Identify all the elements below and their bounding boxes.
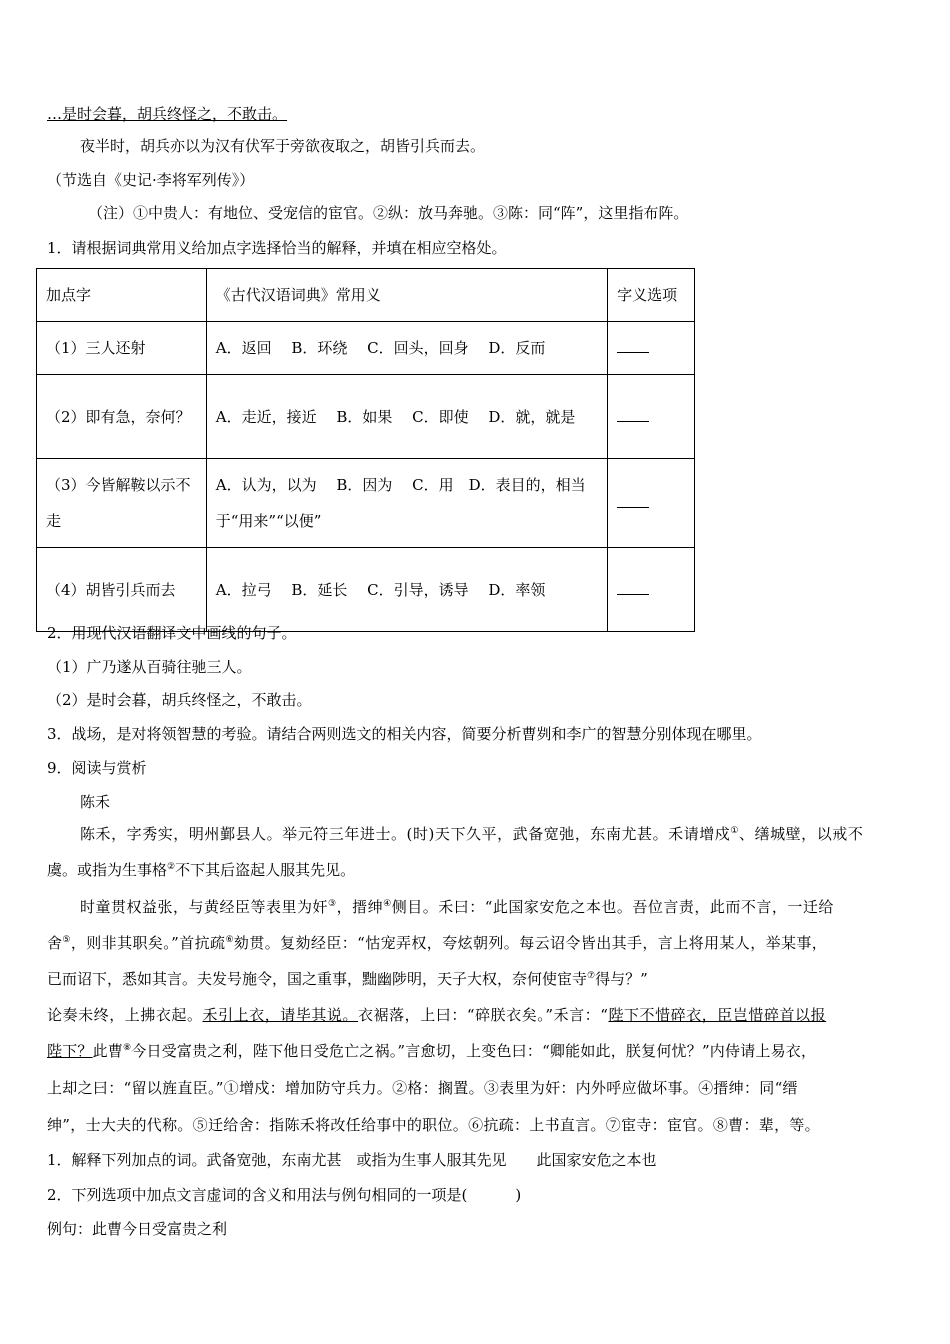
passage-line: 舍⑤，则非其职矣。”首抗疏⑥劾贯。复劾经臣：“怙宠弄权，夸炫朝列。每云诏令皆出其手，言上将用某人，举某事，: [47, 934, 828, 952]
options-cell: A．拉弓 B．延长 C．引导，诱导 D．率领: [206, 548, 607, 632]
options-cell: A．认为，以为 B．因为 C．用 D．表目的，相当于“用来”“以便”: [206, 459, 607, 548]
question-3-prompt: 3．战场，是对将领智慧的考验。请结合两则选文的相关内容，简要分析曹刿和李广的智慧分别体现在哪里。: [47, 725, 762, 743]
options-cell: A．走近，接近 B．如果 C．即使 D．就，就是: [206, 375, 607, 459]
question-9-2-prompt: 2．下列选项中加点文言虚词的含义和用法与例句相同的一项是( ): [47, 1186, 522, 1204]
underlined-sentence: 陛下？: [47, 1042, 93, 1060]
answer-blank[interactable]: [608, 548, 695, 632]
notes: （注）①中贵人：有地位、受宠信的宦官。②纵：放马奔驰。③陈：同“阵”，这里指布阵。: [88, 204, 689, 222]
question-2-prompt: 2．用现代汉语翻译文中画线的句子。: [47, 624, 297, 642]
question-9-1-prompt: 1．解释下列加点的词。武备宽弛，东南尤甚 或指为生事人服其先见 此国家安危之本也: [47, 1151, 657, 1169]
options-cell: A．返回 B．环绕 C．回头，回身 D．反而: [206, 322, 607, 375]
underlined-sentence: …是时会暮，胡兵终怪之，不敢击。: [47, 105, 288, 123]
word-cell: （4）胡皆引兵而去: [37, 548, 207, 632]
source-citation: （节选自《史记·李将军列传》）: [47, 171, 255, 189]
section-heading: 9．阅读与赏析: [47, 759, 147, 777]
word-cell: （1）三人还射: [37, 322, 207, 375]
word-cell: （3）今皆解鞍以示不走: [37, 459, 207, 548]
question-1-prompt: 1．请根据词典常用义给加点字选择恰当的解释，并填在相应空格处。: [47, 239, 507, 257]
example-sentence: 例句：此曹今日受富贵之利: [47, 1220, 228, 1238]
word-cell: （2）即有急，奈何？: [37, 375, 207, 459]
passage-line: 夜半时，胡兵亦以为汉有伏军于旁欲夜取之，胡皆引兵而去。: [80, 137, 486, 155]
table-row: [37, 322, 695, 375]
table-row: [37, 548, 695, 632]
table-row: [37, 459, 695, 548]
passage-line: 陈禾，字秀实，明州鄞县人。举元符三年进士。(时)天下久平，武备宽弛，东南尤甚。禾请增戍①、缮城壁，以戒不: [80, 825, 864, 843]
passage-line: 时童贯权益张，与黄经臣等表里为奸③，搢绅④侧目。禾曰：“此国家安危之本也。吾位言责，此而不言，一迁给: [80, 898, 834, 916]
passage-line: 虞。或指为生事格②不下其后盗起人服其先见。: [47, 861, 356, 879]
table-row: [37, 375, 695, 459]
passage-line: [47, 104, 287, 124]
answer-blank[interactable]: [608, 375, 695, 459]
answer-blank[interactable]: [608, 459, 695, 548]
answer-blank[interactable]: [608, 322, 695, 375]
passage-line: 绅”，士大夫的代称。⑤迁给舍：指陈禾将改任给事中的职位。⑥抗疏：上书直言。⑦宦寺：宦官。⑧曹：辈，等。: [47, 1116, 820, 1134]
header-cell: 字义选项: [608, 269, 695, 322]
header-cell: 《古代汉语词典》常用义: [206, 269, 607, 322]
passage-line: 已而诏下，悉如其言。夫发号施令，国之重事，黜幽陟明，天子大权，奈何使宦寺⑦得与？”: [47, 970, 648, 988]
underlined-sentence: 陛下不惜碎衣，臣岂惜碎首以报: [608, 1006, 827, 1024]
passage-title: 陈禾: [80, 793, 111, 811]
vocab-table: [36, 268, 695, 632]
passage-line: 上却之曰：“留以旌直臣。”①增戍：增加防守兵力。②格：搁置。③表里为奸：内外呼应做坏事。④搢绅：同“缙: [47, 1079, 798, 1097]
passage-line: 论奏未终，上拂衣起。禾引上衣，请毕其说。衣裾落，上曰：“碎朕衣矣。”禾言：“陛下不惜碎衣，臣岂惜碎首以报: [47, 1006, 827, 1024]
translate-sentence: （1）广乃遂从百骑往驰三人。: [47, 658, 252, 676]
passage-line: 陛下？此曹⑧今日受富贵之利，陛下他日受危亡之祸。”言愈切，上变色曰：“卿能如此，朕复何忧？”内侍请上易衣，: [47, 1042, 817, 1060]
translate-sentence: （2）是时会暮，胡兵终怪之，不敢击。: [47, 691, 312, 709]
underlined-sentence: 禾引上衣，请毕其说。: [202, 1006, 359, 1024]
header-cell: 加点字: [37, 269, 207, 322]
table-header-row: [37, 269, 695, 322]
